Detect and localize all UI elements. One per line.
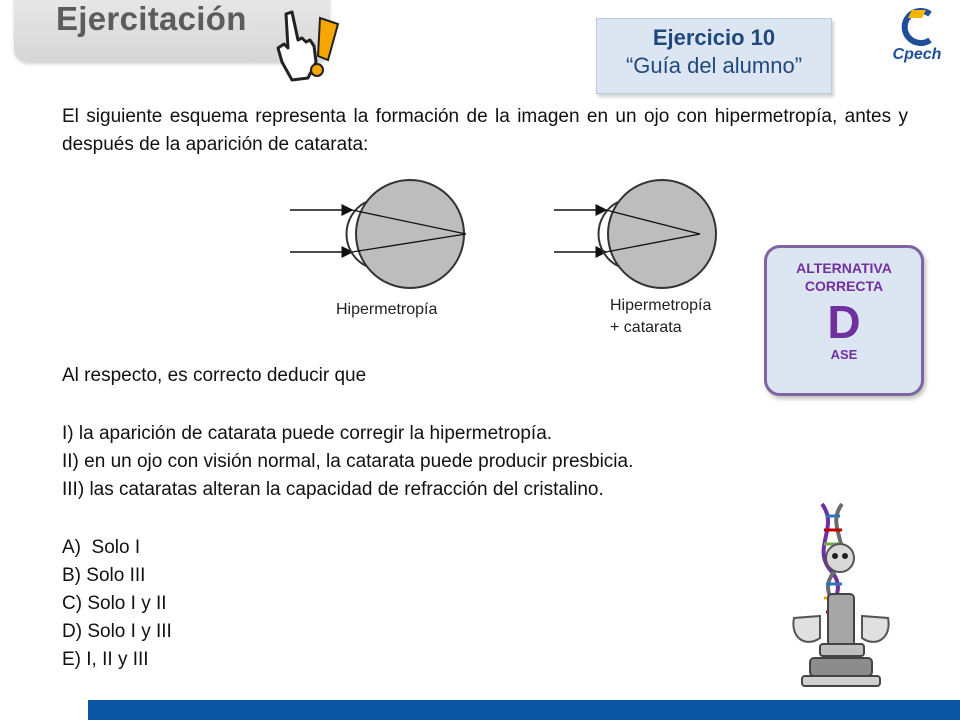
exercise-number: Ejercicio 10 [652,25,776,50]
answer-letter: D [827,296,861,348]
answer-label-line2: CORRECTA [804,278,884,294]
question-prompt: Al respecto, es correcto deducir que [62,365,367,386]
statement-item: II) en un ojo con visión normal, la catarata puede producir presbicia. [62,451,634,472]
eye-hyperopia [290,180,466,288]
page-title: Ejercitación [56,0,247,37]
pointing-hand-exclamation-icon [272,4,344,88]
option-c: C) Solo I y II [62,593,167,614]
cpech-logo [882,6,952,66]
statement-item: I) la aparición de catarata puede corregir la hipermetropía. [62,423,553,444]
eye-hyperopia-cataract [554,180,716,288]
cpech-c-logo-icon [882,6,952,50]
label-hyperopia-cataract-1: Hipermetropía [610,297,712,314]
statement-item: III) las cataratas alteran la capacidad de refracción del cristalino. [62,479,604,500]
eye-diagram [270,178,730,348]
label-hyperopia: Hipermetropía [336,301,438,318]
option-d: D) Solo I y III [62,621,172,642]
answer-code: ASE [830,347,858,362]
exercise-box [596,18,832,94]
option-b: B) Solo III [62,565,146,586]
footer-bar [88,700,960,720]
option-e: E) I, II y III [62,649,149,670]
intro-paragraph: El siguiente esquema representa la formación de la imagen en un ojo con hipermetropía, antes y después de la aparición de catarata: [62,106,908,155]
logo-text: Cpech [892,46,942,63]
answer-label-line1: ALTERNATIVA [796,260,892,276]
exercise-guide: “Guía del alumno” [625,53,803,78]
scientist-microscope-icon [780,498,902,690]
option-a: A) Solo I [62,537,141,558]
label-hyperopia-cataract-2: + catarata [610,319,682,336]
statement-list [62,420,908,504]
